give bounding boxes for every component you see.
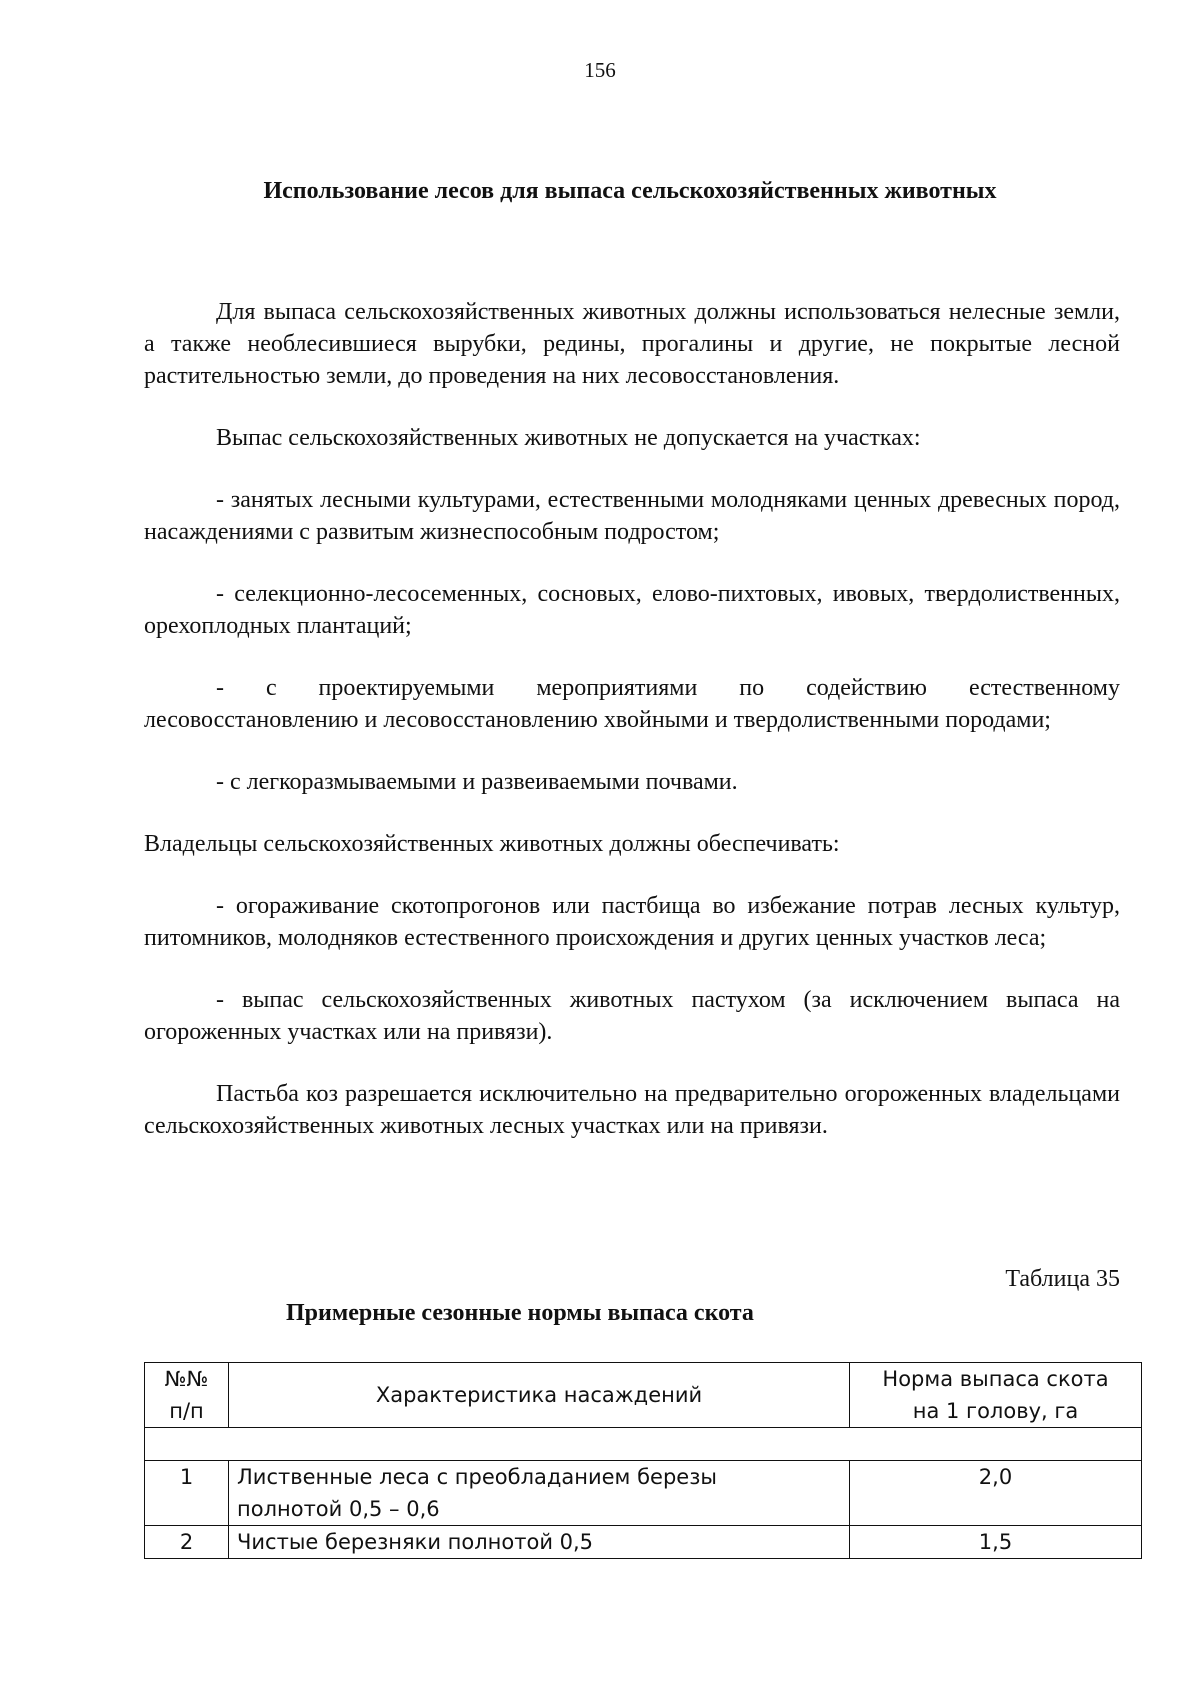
row-characteristic-line1: Лиственные леса с преобладанием березы [237, 1465, 717, 1489]
row-number: 1 [145, 1461, 229, 1526]
table-empty-row [145, 1428, 1142, 1461]
grazing-norms-table [144, 1362, 1142, 1559]
body-text [144, 296, 1120, 1172]
paragraph-pasture-lands: Для выпаса сельскохозяйственных животных должны использоваться нелесные земли, а также необлесившиеся вырубки, редины, прогалины и другие, не покрытые лесной растительностью земли, до проведения на них лесовосстановления. [144, 299, 1120, 389]
header-number-line2: п/п [169, 1399, 204, 1423]
row-norm: 2,0 [850, 1461, 1142, 1526]
header-norm [850, 1363, 1142, 1428]
table-title: Примерные сезонные нормы выпаса скота [286, 1300, 754, 1326]
header-norm-line2: на 1 голову, га [912, 1399, 1079, 1423]
empty-cell [145, 1428, 1142, 1461]
list-item-shepherd: - выпас сельскохозяйственных животных пастухом (за исключением выпаса на огороженных участках или на привязи). [144, 987, 1120, 1045]
list-item-reforestation: - с проектируемыми мероприятиями по содействию естественному лесовосстановлению и лесовосстановлению хвойными и твердолиственными породами; [144, 675, 1120, 733]
row-norm: 1,5 [850, 1526, 1142, 1559]
table-caption: Таблица 35 [1005, 1266, 1120, 1292]
paragraph-grazing-prohibited: Выпас сельскохозяйственных животных не допускается на участках: [216, 425, 921, 451]
header-number-line1: №№ [164, 1367, 209, 1391]
row-characteristic-line2: полнотой 0,5 – 0,6 [237, 1497, 440, 1521]
paragraph-owners-obligations: Владельцы сельскохозяйственных животных должны обеспечивать: [144, 831, 840, 857]
row-number: 2 [145, 1526, 229, 1559]
paragraph-goats: Пастьба коз разрешается исключительно на предварительно огороженных владельцами сельскохозяйственных животных лесных участках или на привязи. [144, 1081, 1120, 1139]
row-characteristic: Чистые березняки полнотой 0,5 [229, 1526, 850, 1559]
header-number [145, 1363, 229, 1428]
list-item-erodible-soils: - с легкоразмываемыми и развеиваемыми почвами. [216, 769, 738, 795]
list-item-plantations: - селекционно-лесосеменных, сосновых, елово-пихтовых, ивовых, твердолиственных, орехоплодных плантаций; [144, 581, 1120, 639]
header-characteristic: Характеристика насаждений [229, 1363, 850, 1428]
table-header-row [145, 1363, 1142, 1428]
table-row [145, 1526, 1142, 1559]
section-heading: Использование лесов для выпаса сельскохозяйственных животных [263, 178, 997, 204]
table-row [145, 1461, 1142, 1526]
row-characteristic [229, 1461, 850, 1526]
header-norm-line1: Норма выпаса скота [882, 1367, 1109, 1391]
list-item-forest-cultures: - занятых лесными культурами, естественными молодняками ценных древесных пород, насаждениями с развитым жизнеспособным подростом; [144, 487, 1120, 545]
page-number: 156 [584, 58, 616, 82]
list-item-fencing: - огораживание скотопрогонов или пастбища во избежание потрав лесных культур, питомников, молодняков естественного происхождения и других ценных участков леса; [144, 893, 1120, 951]
